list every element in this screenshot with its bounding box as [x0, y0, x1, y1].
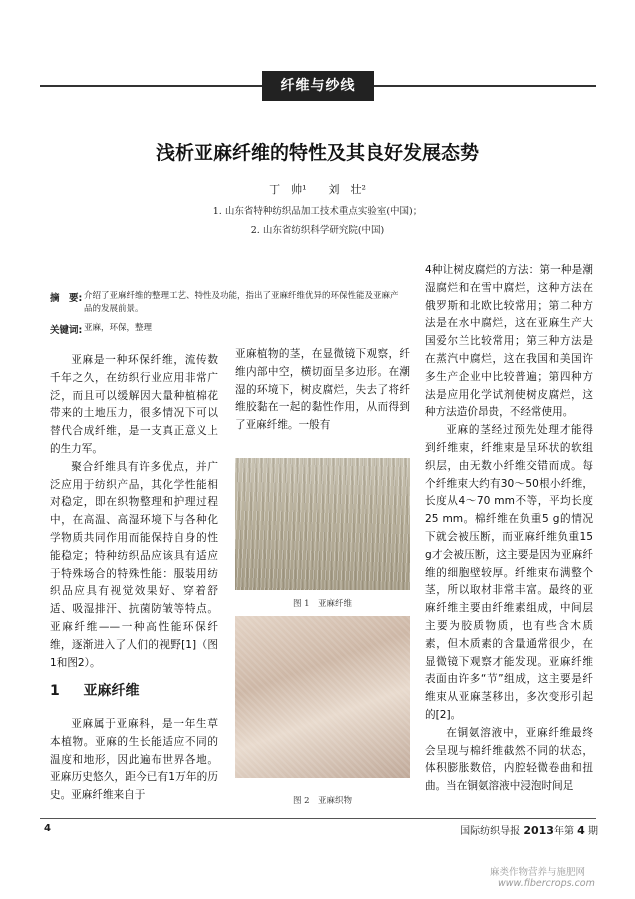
journal-year: 2013: [523, 824, 554, 837]
section-number: 1: [50, 683, 60, 699]
section-heading: [50, 680, 140, 700]
column-2: [235, 346, 410, 435]
paragraph-polymer: 聚合纤维具有许多优点，并广泛应用于纺织产品，其化学性能相对稳定，即在织物整理和护理过程中，在高温、高湿环境下与各种化学物质共同作用而能保持自身的性能稳定；特种纺织品应该具有适应于特殊场合的特殊性能：服装用纺织品应具有视觉效果好、穿着舒适、吸湿排汗、抗菌防皱等特点。亚麻纤维——一种高性能环保纤维，逐渐进入了人们的视野[1]（图1和图2）。: [50, 460, 218, 669]
journal-year-suffix: 年第: [553, 826, 574, 837]
figure-2-caption: 图 2 亚麻织物: [292, 796, 353, 806]
paragraph-flax-intro: 亚麻属于亚麻科，是一年生草本植物。亚麻的生长能适应不同的温度和地形，因此遍布世界各地。亚麻历史悠久，距今已有1万年的历史。亚麻纤维来自于: [50, 718, 218, 802]
journal-name: 国际纺织导报: [460, 826, 521, 837]
paragraph-fiber-bundle: 亚麻的茎经过预先处理才能得到纤维束，纤维束是呈环状的软组织层，由无数小纤维交错而成。每个纤维束大约有30～50根小纤维，长度从4～70 mm不等，平均长度25 mm。棉纤维在负重5 g的情况下就会被压断，而亚麻纤维负重15 g才会被压断，这主要是因为亚麻纤维的细胞壁较厚。纤维束布满整个茎，所以取材非常丰富。最终的亚麻纤维主要由纤维素组成，中间层主要为胶质物质，也有些含木质素，但木质素的含量通常很少，在显微镜下观察才能发现。亚麻纤维表面由许多“节”组成，这主要是纤维束从亚麻茎移出，多次变形引起的[2]。: [425, 424, 593, 721]
section-banner: 纤维与纱线: [262, 71, 374, 101]
journal-issue-suffix: 期: [588, 826, 598, 837]
article-title: 浅析亚麻纤维的特性及其良好发展态势: [155, 142, 479, 164]
page-number: 4: [44, 823, 51, 834]
column-1-lower: [50, 716, 218, 805]
figure-1-caption: 图 1 亚麻纤维: [292, 599, 353, 609]
header-rule-left: [40, 85, 262, 87]
paragraph-retting: 4种让树皮腐烂的方法：第一种是潮湿腐烂和在雪中腐烂，这种方法在俄罗斯和北欧比较常用；第二种方法是在水中腐烂，这在亚麻生产大国爱尔兰比较常用；第三种方法是在蒸汽中腐烂，这在我国和美国许多生产企业中比较普遍；第四种方法是应用化学试剂使树皮腐烂，这种方法造价昂贵，不经常使用。: [425, 264, 593, 419]
paragraph-intro: 亚麻是一种环保纤维，流传数千年之久，在纺织行业应用非常广泛，而且可以缓解因大量种植棉花带来的土地压力，很多情况下可以替代合成纤维，是一支真正意义上的生力军。: [50, 354, 218, 455]
paragraph-cuprammonium: 在铜氨溶液中，亚麻纤维最终会呈现与棉纤维截然不同的状态，体积膨胀数倍，内腔轻微卷曲和扭曲。当在铜氨溶液中浸泡时间足: [425, 726, 593, 793]
keywords-label: 关键词:: [50, 325, 83, 336]
affiliation-2: 2. 山东省纺织科学研究院(中国): [250, 225, 385, 236]
section-title: 亚麻纤维: [83, 683, 140, 699]
column-1: [50, 352, 218, 672]
abstract-label: 摘 要:: [50, 293, 83, 304]
paragraph-stem: 亚麻植物的茎，在显微镜下观察，纤维内部中空，横切面呈多边形。在潮湿的环境下，树皮腐烂，失去了将纤维胶黏在一起的黏性作用，从而得到了亚麻纤维。一般有: [235, 348, 410, 432]
authors: 丁 帅¹ 刘 壮²: [269, 183, 366, 196]
footer-rule: [40, 818, 596, 819]
linen-fabric-photo: [235, 616, 410, 778]
watermark-cn: 麻类作物营养与施肥网: [490, 867, 586, 878]
header-rule-right: [374, 85, 596, 87]
abstract-text: 介绍了亚麻纤维的整理工艺、特性及功能，指出了亚麻纤维优异的环保性能及亚麻产品的发展前景。: [84, 291, 399, 314]
watermark-url: www.fibercrops.com: [498, 878, 595, 889]
keywords-text: 亚麻，环保，整理: [84, 323, 153, 333]
column-3: [425, 262, 593, 796]
affiliation-1: 1. 山东省特种纺织品加工技术重点实验室(中国)；: [212, 206, 423, 217]
flax-fiber-photo: [235, 458, 410, 590]
journal-issue: 4: [577, 824, 585, 837]
journal-info: [428, 822, 598, 837]
